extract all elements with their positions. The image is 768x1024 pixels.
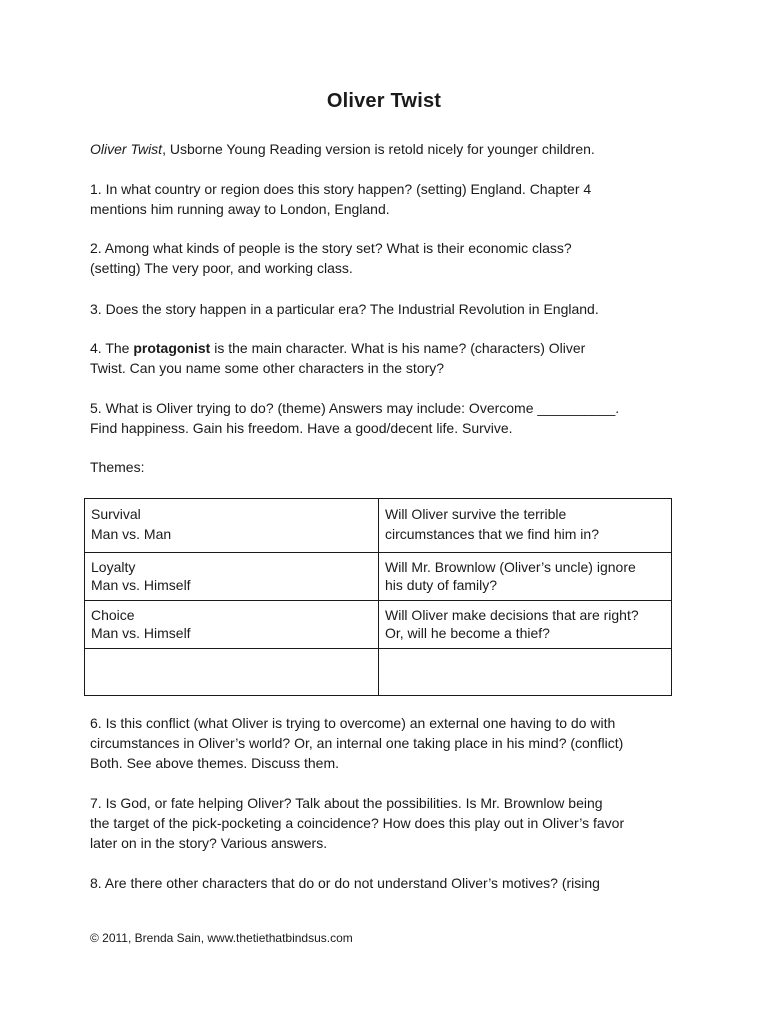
theme-conflict: Man vs. Himself [91,625,191,641]
table-row-empty [85,649,672,696]
question-7-line: later on in the story? Various answers. [90,835,328,851]
empty-cell [85,649,379,696]
table-row [85,553,672,601]
question-7-line: 7. Is God, or fate helping Oliver? Talk about the possibilities. Is Mr. Brownlow being [90,795,603,811]
intro-paragraph [90,139,690,159]
theme-question-line: his duty of family? [385,577,498,593]
question-6-line: 6. Is this conflict (what Oliver is trying to overcome) an external one having to do with [90,715,616,731]
question-7-line: the target of the pick-pocketing a coincidence? How does this play out in Oliver’s favor [90,815,625,831]
question-1-line: 1. In what country or region does this story happen? (setting) England. Chapter 4 [90,181,592,197]
theme-cell [85,601,379,649]
theme-question-line: Will Oliver make decisions that are right? [385,607,639,623]
copyright-footer: © 2011, Brenda Sain, www.thetiethatbindsus.com [90,931,353,945]
themes-label-text: Themes: [90,459,145,475]
question-5 [90,398,690,438]
empty-cell [379,649,672,696]
question-3 [90,299,690,319]
question-4-line: Twist. Can you name some other characters in the story? [90,360,445,376]
question-1-line: mentions him running away to London, England. [90,201,390,217]
question-4-post: is the main character. What is his name? (characters) Oliver [210,340,586,356]
question-4-pre: 4. The [90,340,134,356]
table-row [85,601,672,649]
question-2 [90,238,690,278]
protagonist-term: protagonist [133,340,211,356]
question-8 [90,873,690,893]
question-5-line: 5. What is Oliver trying to do? (theme) Answers may include: Overcome __________. [90,400,620,416]
theme-question-line: Or, will he become a thief? [385,625,550,641]
theme-question-line: circumstances that we find him in? [385,526,599,542]
question-2-line: (setting) The very poor, and working class. [90,260,353,276]
question-3-line: 3. Does the story happen in a particular era? The Industrial Revolution in England. [90,301,599,317]
question-1 [90,179,690,219]
page-title: Oliver Twist [326,90,442,112]
theme-name: Survival [91,506,141,522]
theme-cell [85,499,379,553]
question-2-line: 2. Among what kinds of people is the story set? What is their economic class? [90,240,572,256]
question-7 [90,793,690,853]
question-6 [90,713,690,773]
theme-conflict: Man vs. Himself [91,577,191,593]
theme-conflict: Man vs. Man [91,526,172,542]
question-6-line: Both. See above themes. Discuss them. [90,755,340,771]
question-5-line: Find happiness. Gain his freedom. Have a good/decent life. Survive. [90,420,513,436]
theme-cell [85,553,379,601]
themes-label [90,457,690,477]
question-cell [379,499,672,553]
question-cell [379,601,672,649]
themes-table [84,498,672,696]
question-8-line: 8. Are there other characters that do or do not understand Oliver’s motives? (rising [90,875,600,891]
intro-text: , Usborne Young Reading version is retold nicely for younger children. [162,141,595,157]
table-row [85,499,672,553]
question-4 [90,338,690,378]
theme-name: Choice [91,607,135,623]
question-6-line: circumstances in Oliver’s world? Or, an internal one taking place in his mind? (conflict) [90,735,624,751]
theme-name: Loyalty [91,559,136,575]
theme-question-line: Will Oliver survive the terrible [385,506,567,522]
theme-question-line: Will Mr. Brownlow (Oliver’s uncle) ignore [385,559,636,575]
book-title-italic: Oliver Twist [90,141,163,157]
question-cell [379,553,672,601]
